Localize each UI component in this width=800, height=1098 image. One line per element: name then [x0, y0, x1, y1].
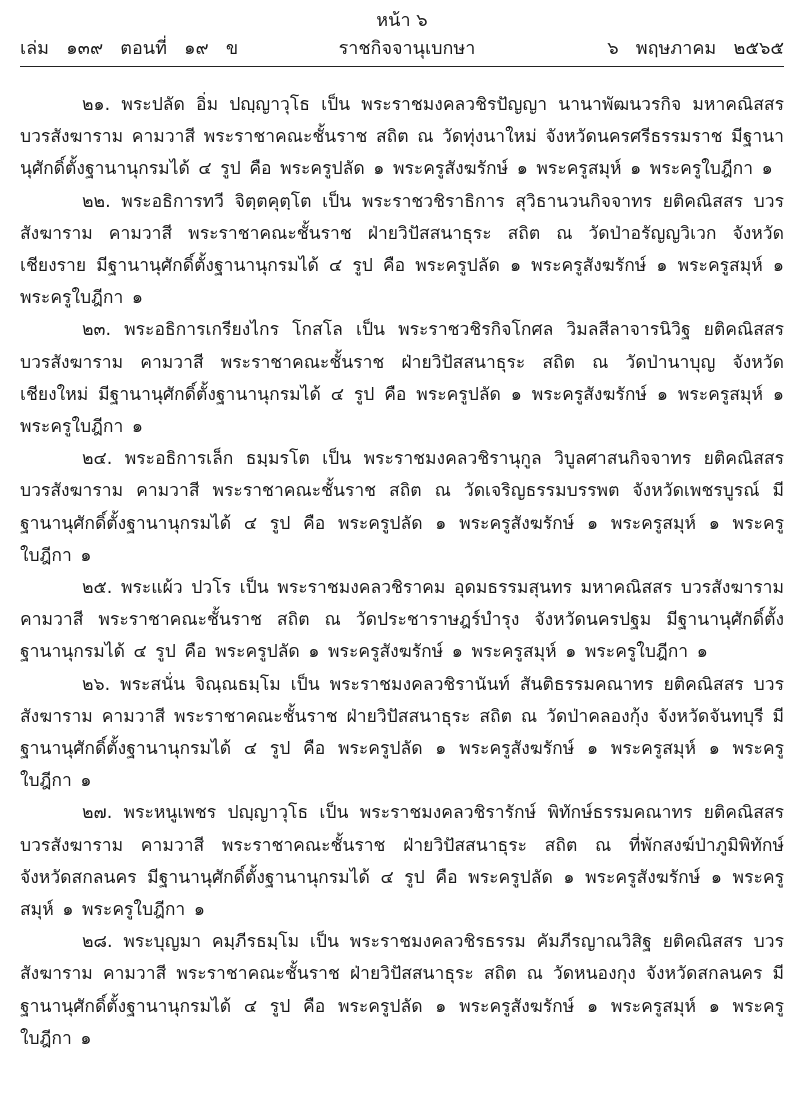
gazette-page — [20, 8, 784, 1055]
document-body — [20, 89, 784, 1055]
page-number: หน้า ๖ — [376, 10, 428, 31]
entry-25: ๒๕. พระแผ้ว ปวโร เป็น พระราชมงคลวชิราคม อุดมธรรมสุนทร มหาคณิสสร บวรสังฆาราม คามวาสี พระราชาคณะชั้นราช สถิต ณ วัดประชาราษฎร์บำรุง จังหวัดนครปฐม มีฐานานุศักดิ์ตั้งฐานานุกรมได้ ๔ รูป คือ พระครูปลัด ๑ พระครูสังฆรักษ์ ๑ พระครูสมุห์ ๑ พระครูใบฎีกา ๑ — [20, 578, 784, 663]
publication-title: ราชกิจจานุเบกษา — [338, 38, 476, 59]
entry-21: ๒๑. พระปลัด อิ่ม ปญฺญาวุโธ เป็น พระราชมงคลวชิรปัญญา นานาพัฒนวรกิจ มหาคณิสสร บวรสังฆาราม คามวาสี พระราชาคณะชั้นราช สถิต ณ วัดทุ่งนาใหม่ จังหวัดนครศรีธรรมราช มีฐานานุศักดิ์ตั้งฐานานุกรมได้ ๔ รูป คือ พระครูปลัด ๑ พระครูสังฆรักษ์ ๑ พระครูสมุห์ ๑ พระครูใบฎีกา ๑ — [20, 95, 784, 180]
entry-26: ๒๖. พระสนั่น จิณฺณธมฺโม เป็น พระราชมงคลวชิรานันท์ สันติธรรมคณาทร ยติคณิสสร บวรสังฆาราม คามวาสี พระราชาคณะชั้นราช ฝ่ายวิปัสสนาธุระ สถิต ณ วัดป่าคลองกุ้ง จังหวัดจันทบุรี มีฐานานุศักดิ์ตั้งฐานานุกรมได้ ๔ รูป คือ พระครูปลัด ๑ พระครูสังฆรักษ์ ๑ พระครูสมุห์ ๑ พระครูใบฎีกา ๑ — [20, 674, 784, 792]
publication-date: ๖ พฤษภาคม ๒๕๖๕ — [607, 38, 784, 59]
running-header — [20, 34, 784, 64]
volume-issue: เล่ม ๑๓๙ ตอนที่ ๑๙ ข — [20, 38, 239, 59]
entry-27: ๒๗. พระหนูเพชร ปญฺญาวุโธ เป็น พระราชมงคลวชิรารักษ์ พิทักษ์ธรรมคณาทร ยติคณิสสร บวรสังฆาราม คามวาสี พระราชาคณะชั้นราช ฝ่ายวิปัสสนาธุระ สถิต ณ ที่พักสงฆ์ป่าภูมิพิทักษ์ จังหวัดสกลนคร มีฐานานุศักดิ์ตั้งฐานานุกรมได้ ๔ รูป คือ พระครูปลัด ๑ พระครูสังฆรักษ์ ๑ พระครูสมุห์ ๑ พระครูใบฎีกา ๑ — [20, 803, 784, 921]
entry-28: ๒๘. พระบุญมา คมฺภีรธมฺโม เป็น พระราชมงคลวชิรธรรม คัมภีรญาณวิสิฐ ยติคณิสสร บวรสังฆาราม คามวาสี พระราชาคณะชั้นราช ฝ่ายวิปัสสนาธุระ สถิต ณ วัดหนองกุง จังหวัดสกลนคร มีฐานานุศักดิ์ตั้งฐานานุกรมได้ ๔ รูป คือ พระครูปลัด ๑ พระครูสังฆรักษ์ ๑ พระครูสมุห์ ๑ พระครูใบฎีกา ๑ — [20, 932, 784, 1049]
entry-24: ๒๔. พระอธิการเล็ก ธมฺมรโต เป็น พระราชมงคลวชิรานุกูล วิบูลศาสนกิจจาทร ยติคณิสสร บวรสังฆาราม คามวาสี พระราชาคณะชั้นราช สถิต ณ วัดเจริญธรรมบรรพต จังหวัดเพชรบูรณ์ มีฐานานุศักดิ์ตั้งฐานานุกรมได้ ๔ รูป คือ พระครูปลัด ๑ พระครูสังฆรักษ์ ๑ พระครูสมุห์ ๑ พระครูใบฎีกา ๑ — [20, 449, 784, 566]
header-rule — [20, 66, 784, 67]
entry-23: ๒๓. พระอธิการเกรียงไกร โกสโล เป็น พระราชวชิรกิจโกศล วิมลสีลาจารนิวิฐ ยติคณิสสร บวรสังฆาราม คามวาสี พระราชาคณะชั้นราช ฝ่ายวิปัสสนาธุระ สถิต ณ วัดป่านาบุญ จังหวัดเชียงใหม่ มีฐานานุศักดิ์ตั้งฐานานุกรมได้ ๔ รูป คือ พระครูปลัด ๑ พระครูสังฆรักษ์ ๑ พระครูสมุห์ ๑ พระครูใบฎีกา ๑ — [20, 320, 784, 438]
entry-22: ๒๒. พระอธิการทวี จิตฺตคุตฺโต เป็น พระราชวชิราธิการ สุวิธานวนกิจจาทร ยติคณิสสร บวรสังฆาราม คามวาสี พระราชาคณะชั้นราช ฝ่ายวิปัสสนาธุระ สถิต ณ วัดป่าอรัญญวิเวก จังหวัดเชียงราย มีฐานานุศักดิ์ตั้งฐานานุกรมได้ ๔ รูป คือ พระครูปลัด ๑ พระครูสังฆรักษ์ ๑ พระครูสมุห์ ๑ พระครูใบฎีกา ๑ — [20, 191, 784, 309]
